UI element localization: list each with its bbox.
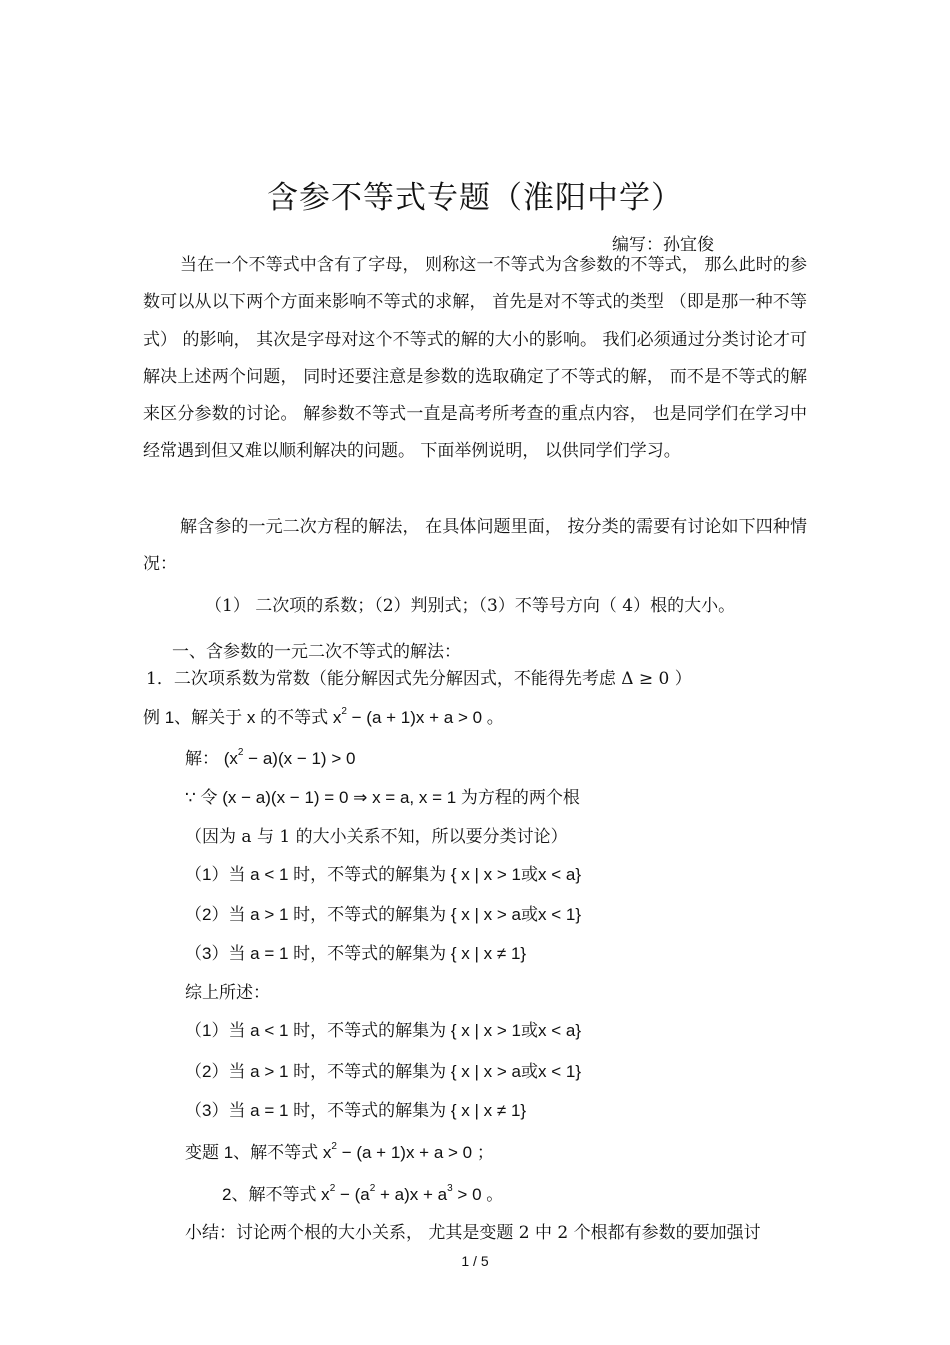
discussion-note: （因为 a 与 1 的大小关系不知，所以要分类讨论） xyxy=(185,827,568,847)
solution-line xyxy=(185,744,355,769)
roots-line: ∵ 令 (x − a)(x − 1) = 0 ⇒ x = a, x = 1 为方程的两个根 xyxy=(185,788,580,807)
variant-2-text-end: > 0 。 xyxy=(452,1185,504,1204)
variant-2-text: − (a xyxy=(335,1185,370,1204)
variant-2-text: 2、解不等式 x xyxy=(222,1185,330,1204)
cases-list: （1） 二次项的系数；（2）判别式；（3）不等号方向（ 4）根的大小。 xyxy=(205,596,736,616)
summary-case-1: （1）当 a < 1 时，不等式的解集为 { x | x > 1或x < a} xyxy=(185,1021,582,1040)
document-title: 含参不等式专题（淮阳中学） xyxy=(267,180,683,216)
intro-paragraph: 当在一个不等式中含有了字母， 则称这一不等式为含参数的不等式， 那么此时的参数可以从以下两个方面来影响不等式的求解， 首先是对不等式的类型 （即是那一种不等式） 的影响， 其次是字母对这个不等式的解的大小的影响。 我们必须通过分类讨论才可解决上述两个问题， 同时还要注意是参数的选取确定了不等式的解， 而不是不等式的解来区分参数的讨论。 解参数不等式一直是高考所考查的重点内容， 也是同学们在学习中经常遇到但又难以顺利解决的问题。 下面举例说明， 以供同学们学习。 xyxy=(143,255,807,462)
case-2: （2）当 a > 1 时，不等式的解集为 { x | x > a或x < 1} xyxy=(185,905,582,924)
exponent: 2 xyxy=(329,1183,336,1194)
solution-text: 解： (x xyxy=(185,749,238,768)
variant-2-text: + a)x + a xyxy=(375,1185,448,1204)
case-1: （1）当 a < 1 时，不等式的解集为 { x | x > 1或x < a} xyxy=(185,865,582,884)
example-1 xyxy=(143,703,504,728)
solution-text-end: − a)(x − 1) > 0 xyxy=(243,749,356,768)
exponent: 2 xyxy=(341,706,347,717)
section-heading: 一、含参数的一元二次不等式的解法： xyxy=(172,642,461,662)
variant-1-text: 变题 1、解不等式 x xyxy=(185,1143,332,1162)
exponent: 2 xyxy=(369,1183,376,1194)
variant-1-text-end: − (a + 1)x + a > 0 ； xyxy=(336,1143,494,1162)
exponent: 2 xyxy=(331,1141,337,1152)
exponent: 2 xyxy=(237,747,244,758)
exponent: 3 xyxy=(447,1183,453,1194)
method-paragraph: 解含参的一元二次方程的解法， 在具体问题里面， 按分类的需要有讨论如下四种情况： xyxy=(143,517,807,575)
summary-label: 综上所述： xyxy=(185,983,270,1003)
variant-2 xyxy=(222,1180,503,1205)
example-1-text-end: − (a + 1)x + a > 0 。 xyxy=(346,708,504,727)
author-line: 编写：孙宜俊 xyxy=(612,235,714,255)
variant-1 xyxy=(185,1138,494,1163)
summary-case-2: （2）当 a > 1 时，不等式的解集为 { x | x > a或x < 1} xyxy=(185,1062,582,1081)
summary-note: 小结：讨论两个根的大小关系， 尤其是变题 2 中 2 个根都有参数的要加强讨 xyxy=(185,1223,761,1243)
subsection-heading: 1．二次项系数为常数（能分解因式先分解因式，不能得先考虑 Δ ≥ 0 ） xyxy=(146,669,692,689)
example-1-text: 例 1、解关于 x 的不等式 x xyxy=(143,708,342,727)
summary-case-3: （3）当 a = 1 时，不等式的解集为 { x | x ≠ 1} xyxy=(185,1101,527,1120)
page-number: 1 / 5 xyxy=(461,1253,489,1269)
case-3: （3）当 a = 1 时，不等式的解集为 { x | x ≠ 1} xyxy=(185,944,527,963)
